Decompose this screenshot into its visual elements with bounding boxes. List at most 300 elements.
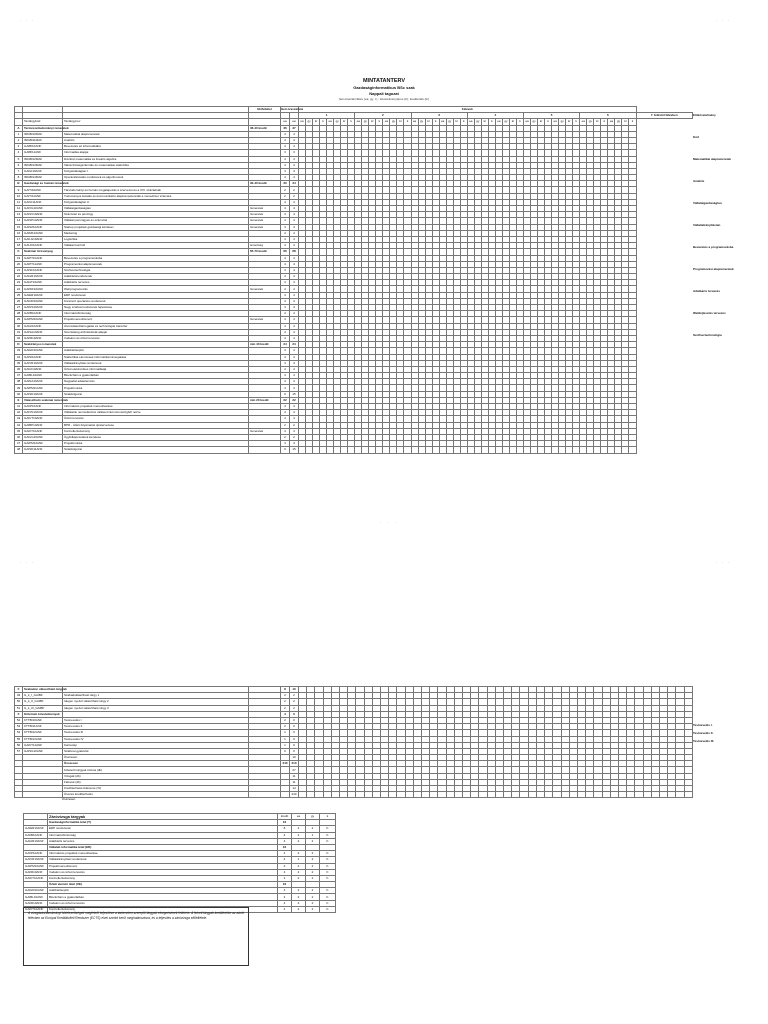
row-number: 40: [15, 391, 23, 397]
course-name: Kontrollertudomány: [48, 906, 278, 912]
course-name: Idegen nyelvű választható tárgy 3: [63, 705, 249, 711]
course-code: GAIVN10ANF: [23, 410, 63, 416]
hours-cell: 4: [281, 711, 290, 717]
note-label: Matematikai alapismeretek: [693, 157, 732, 161]
prerequisite: ismertség: [249, 243, 281, 249]
value-cell: 2: [306, 900, 320, 906]
semester-cell: [323, 792, 331, 798]
hours-cell: 4: [281, 175, 290, 181]
subheader-cell: k: [601, 119, 608, 125]
hours-cell: 4: [281, 305, 290, 311]
header-cell: ea: [281, 119, 290, 125]
course-name: Marketing: [63, 230, 249, 236]
semester-cell: [372, 792, 380, 798]
course-name: Statisztikai elemzések informatikai támogatása: [63, 354, 249, 360]
hours-cell: 37: [290, 125, 299, 131]
semester-cell: [594, 792, 602, 798]
hours-cell: 4: [281, 199, 290, 205]
semester-cell: [299, 447, 306, 453]
course-code: GAIJO10ANF: [23, 243, 63, 249]
row-number: 2: [15, 137, 23, 143]
semester-cell: [320, 447, 327, 453]
note-label: Testnevelés I.: [693, 723, 713, 727]
hours-cell: 4: [290, 274, 299, 280]
course-code: GAISZ10ANF: [23, 224, 63, 230]
semester-cell: [460, 447, 467, 453]
course-code: GAILG10ANF: [23, 236, 63, 242]
course-name: Vállalatgazdaságtan: [63, 206, 249, 212]
course-name: Szemléletig architektúrák alapjai: [63, 329, 249, 335]
prerequisite: Ismeretek: [249, 212, 281, 218]
course-name: Vállalatirányítási rendszerek: [48, 857, 278, 863]
hours-cell: 4: [290, 230, 299, 236]
hours-cell: 8: [281, 687, 290, 693]
course-name: Kreditterhelés félévente (%): [63, 786, 249, 792]
semester-cell: [422, 792, 430, 798]
value-cell: 2: [292, 875, 306, 881]
value-cell: 4: [278, 832, 292, 838]
course-name: Kontrollertudomány: [63, 428, 249, 434]
corner-mark: · · ·: [716, 560, 731, 566]
semester-cell: [299, 792, 307, 798]
course-name: Szakmai gyakorlat: [63, 748, 249, 754]
semester-cell: [327, 447, 334, 453]
note-label: Testnevelés II.: [693, 731, 714, 735]
course-code: GAIBL10ANF: [24, 894, 48, 900]
semester-cell: [502, 447, 509, 453]
header-cell: Tantárgynév: [63, 119, 249, 125]
value-cell: 4: [278, 894, 292, 900]
note-label: Analízis: [693, 179, 705, 183]
course-name: Operációkutatás módszerek és algoritmusok: [63, 175, 249, 181]
header-cell: ea: [292, 814, 306, 820]
semester-cell: [622, 447, 629, 453]
semester-cell: [552, 447, 559, 453]
table-row: [15, 792, 693, 798]
semester-cell: [545, 792, 553, 798]
row-number: 4: [15, 150, 23, 156]
semester-cell: [439, 447, 446, 453]
value-cell: 4: [278, 875, 292, 881]
hours-cell: 0: [290, 742, 299, 748]
hours-cell: 4: [281, 212, 290, 218]
subheader-cell: gy: [335, 119, 339, 124]
hours-cell: 4: [290, 379, 299, 385]
subheader-cell: kr: [453, 119, 460, 125]
value-cell: 2: [292, 888, 306, 894]
course-code: GAIIP10ANF: [23, 404, 63, 410]
hours-cell: 0: [290, 730, 299, 736]
row-number: 43: [15, 416, 23, 422]
prerequisite: Ismeretek: [249, 224, 281, 230]
semester-header: 3: [411, 113, 467, 119]
semester-cell: [340, 792, 348, 798]
value-cell: 2: [306, 863, 320, 869]
course-name: Összesen: [63, 761, 249, 767]
hours-cell: 0: [290, 717, 299, 723]
semester-cell: [504, 792, 512, 798]
hours-cell: 4: [290, 354, 299, 360]
row-number: D: [15, 342, 23, 348]
semester-cell: [615, 447, 622, 453]
row-number: 31: [15, 329, 23, 335]
subheader-cell: ea: [440, 119, 445, 124]
semester-header: 2: [355, 113, 411, 119]
subheader-cell: kr: [594, 119, 601, 125]
course-code: GAISD10ANF: [23, 391, 63, 397]
semester-cell: [651, 792, 659, 798]
header-cell: kredit: [278, 814, 292, 820]
semester-cell: [355, 447, 362, 453]
course-code: GAIAI10ANF: [23, 323, 63, 329]
semester-cell: [463, 792, 471, 798]
course-name: Összesen: [63, 755, 249, 761]
prerequisite: 36-40 kredit: [249, 125, 281, 131]
course-name: Diszkrét matematika és lineáris algebra: [63, 156, 249, 162]
course-name: Logisztika: [63, 236, 249, 242]
semester-cell: [610, 792, 618, 798]
subheader-cell: gy: [363, 119, 367, 124]
prerequisite: min 20 kredit: [249, 397, 281, 403]
value-cell: 2: [306, 888, 320, 894]
row-number: B: [15, 181, 23, 187]
hours-cell: 2: [290, 193, 299, 199]
prerequisite: Ismeretek: [249, 428, 281, 434]
course-name: Átvonulássztámogatás és technológiai transzfer: [63, 323, 249, 329]
note-label: Webfejlesztés tervezés: [693, 311, 726, 315]
course-code: GAIMK10ANF: [23, 230, 63, 236]
hours-cell: 2: [281, 434, 290, 440]
hours-cell: 4: [281, 348, 290, 354]
value-cell: 2: [292, 832, 306, 838]
subheader-cell: k: [348, 119, 355, 125]
prerequisite: min 40 kredit: [249, 342, 281, 348]
course-name: Információs projektek menedzselése: [48, 851, 278, 857]
footnote-box: A vizsgázás/tanulmányi kötelezettségek megfelelő teljesítése a tantervben szereplő tárgyak elvégzésének feltétele. A felvett tárgyak kreditértéke az adott félévben az Európai Kreditátviteli Rendszer (ECTS) elvei szerint kerül meghatározásra, és a teljesítés a záróvizsga előfeltétele.: [23, 907, 249, 966]
hours-cell: 0: [290, 724, 299, 730]
subheader-cell: ea: [581, 119, 585, 124]
prerequisite: [249, 447, 281, 453]
row-number: 47: [15, 441, 23, 447]
row-number: 36: [15, 366, 23, 372]
course-name: Szoftvertechnológia: [63, 267, 249, 273]
course-code: GAIBI11ANF: [23, 150, 63, 156]
course-code: GAIKT10ANF: [24, 906, 48, 912]
hours-cell: 4: [281, 144, 290, 150]
hours-cell: 4: [281, 317, 290, 323]
course-name: Közgazdaságtan I.: [63, 168, 249, 174]
course-code: GAIGI11ANF: [23, 199, 63, 205]
final-exam-table: [23, 813, 336, 913]
hours-cell: 4: [290, 360, 299, 366]
course-code: IMGBI11MAF: [23, 137, 63, 143]
subheader-cell: k: [460, 119, 467, 125]
hours-cell: 4: [281, 360, 290, 366]
course-code: G_k_III_GAIBF: [23, 705, 63, 711]
subheader-cell: k: [432, 119, 439, 125]
prerequisite: Ismeretek: [249, 317, 281, 323]
course-name: Tudományos kutatás és kommunikáció alapkompetenciák a menedzser számára: [63, 193, 249, 199]
semester-cell: [307, 792, 315, 798]
course-name: Bevezetés az informatikába: [63, 144, 249, 150]
semester-cell: [446, 447, 453, 453]
row-number: 19: [15, 255, 23, 261]
hours-cell: 4: [281, 373, 290, 379]
table-row: [15, 447, 693, 453]
course-name: Szabadválasztható tárgy 1: [63, 693, 249, 699]
row-number: 46: [15, 434, 23, 440]
row-number: 22: [15, 274, 23, 280]
subheader-cell: ea: [356, 119, 360, 124]
subheader-cell: gy: [419, 119, 424, 124]
hours-cell: 30: [281, 181, 290, 187]
value-cell: 2: [306, 826, 320, 832]
course-name: Testnevelés II: [63, 724, 249, 730]
value-cell: K: [320, 832, 336, 838]
hours-cell: 2: [281, 693, 290, 699]
hours-cell: 4: [281, 329, 290, 335]
hours-cell: 4: [290, 373, 299, 379]
course-name: Információbiztonság: [63, 311, 249, 317]
subheader-cell: k: [629, 119, 636, 125]
hours-cell: 4: [281, 323, 290, 329]
hours-cell: 4: [281, 224, 290, 230]
course-code: Kritérium követelmények: [23, 711, 63, 717]
row-number: 34: [15, 354, 23, 360]
row-number: 11: [15, 199, 23, 205]
course-code: GAIOR10ANF: [23, 298, 63, 304]
semester-header: 1: [299, 113, 355, 119]
semester-header: 4: [467, 113, 523, 119]
hours-cell: 1: [281, 736, 290, 742]
prerequisite: 30-40 kredit: [249, 181, 281, 187]
hours-cell: 4: [290, 329, 299, 335]
course-name: Adatbázis tervezés: [48, 838, 278, 844]
semester-cell: [488, 447, 495, 453]
value-cell: K: [320, 857, 336, 863]
course-code: GAISD11ANF: [23, 447, 63, 453]
hours-cell: 4: [281, 274, 290, 280]
row-number: 38: [15, 379, 23, 385]
row-number: 41: [15, 404, 23, 410]
header-cell: Heti óraszámok: [281, 107, 304, 112]
document-subtitle: Gazdaságinformatikus BSc szak: [353, 85, 415, 90]
semester-cell: [629, 447, 636, 453]
row-number: 16: [15, 230, 23, 236]
prerequisite: [249, 792, 281, 798]
hours-cell: 24: [290, 342, 299, 348]
course-code: [23, 792, 63, 798]
course-name: Nagyadat adatelemzés: [63, 379, 249, 385]
hours-cell: 15: [290, 447, 299, 453]
course-code: GAIIR10ANF: [24, 900, 48, 906]
course-name: Testnevelés I: [63, 717, 249, 723]
semester-cell: [587, 447, 594, 453]
right-notes-2: [693, 723, 753, 747]
course-name: Számvitel és pénzügy: [63, 212, 249, 218]
hours-cell: 4: [281, 286, 290, 292]
course-code: IMGBI13MAF: [23, 162, 63, 168]
hours-cell: 4: [281, 416, 290, 422]
semester-cell: [684, 792, 692, 798]
hours-cell: 4: [290, 335, 299, 341]
note-label: Előkövetelmény: [693, 113, 716, 117]
semester-cell: [413, 792, 421, 798]
course-code: GAIBL10ANF: [23, 373, 63, 379]
hours-cell: 2: [281, 717, 290, 723]
row-number: 54: [15, 730, 23, 736]
hours-cell: 0: [290, 736, 299, 742]
hours-cell: 4: [290, 162, 299, 168]
value-cell: 16: [278, 820, 292, 826]
value-cell: K: [320, 869, 336, 875]
hours-cell: 0: [281, 447, 290, 453]
value-cell: 1: [306, 832, 320, 838]
header-cell: Előfeltétel: [249, 107, 281, 113]
semester-cell: [509, 447, 516, 453]
row-number: 14: [15, 218, 23, 224]
row-number: 6: [15, 162, 23, 168]
semester-cell: [418, 447, 425, 453]
course-name: Szakdolgozat: [63, 447, 249, 453]
subheader-cell: kr: [509, 119, 516, 125]
hours-cell: 4: [281, 267, 290, 273]
semester-cell: [577, 792, 585, 798]
row-number: 8: [15, 175, 23, 181]
course-code: Természettudományi ismeretek: [24, 125, 69, 130]
hours-cell: 4: [281, 206, 290, 212]
hours-cell: 240: [282, 761, 288, 766]
course-name: Projektmunka: [63, 385, 249, 391]
hours-cell: 4: [290, 323, 299, 329]
course-name: Informatika alapjai: [63, 150, 249, 156]
course-code: GAISF10ANF: [23, 267, 63, 273]
row-number: 26: [15, 298, 23, 304]
course-name: Irodalom és üzleti tervezés: [48, 869, 278, 875]
semester-cell: [425, 447, 432, 453]
hours-cell: 4: [290, 243, 299, 249]
hours-cell: 4: [281, 168, 290, 174]
course-name: Projektmenedzsment: [48, 863, 278, 869]
course-code: GAIER10ANF: [24, 826, 48, 832]
value-cell: 2: [306, 906, 320, 912]
row-number: E: [15, 397, 23, 403]
hours-cell: 4: [290, 404, 299, 410]
course-code: GAIHR10ANF: [24, 888, 48, 894]
semester-cell: [397, 447, 404, 453]
hours-cell: 3: [281, 150, 290, 156]
course-name: Üzleti elektronikus informatikája: [63, 366, 249, 372]
document-mode: Nappali tagozat: [369, 91, 399, 96]
course-code: GAIUG10ANF: [23, 434, 63, 440]
course-name: Ügyfélkapcsolatok kezelése: [63, 434, 249, 440]
curriculum-table: [14, 106, 693, 454]
corner-mark: · · ·: [716, 18, 731, 24]
course-code: GAIIP10ANF: [24, 851, 48, 857]
row-number: 24: [15, 286, 23, 292]
hours-cell: 2: [290, 434, 299, 440]
course-code: GAISP10ANF: [23, 218, 63, 224]
course-code: Gazdasági és humán ismeretek: [24, 181, 69, 186]
semester-cell: [334, 447, 341, 453]
semester-cell: [474, 447, 481, 453]
hours-cell: 0: [281, 748, 290, 754]
subheader-cell: k: [376, 119, 383, 125]
hours-cell: 4: [290, 236, 299, 242]
semester-cell: [561, 792, 569, 798]
row-number: 37: [15, 373, 23, 379]
value-cell: 4: [278, 906, 292, 912]
semester-cell: [531, 447, 538, 453]
hours-cell: 0: [281, 391, 290, 397]
subheader-cell: ea: [384, 119, 389, 124]
subheader-cell: ea: [328, 119, 332, 124]
course-code: KTTBI10ANF: [23, 717, 63, 723]
subheader-cell: k: [488, 119, 495, 125]
hours-cell: 27: [290, 767, 299, 773]
hours-cell: 2: [290, 693, 299, 699]
row-number: F: [15, 687, 23, 693]
value-cell: 2: [306, 857, 320, 863]
hours-cell: 4: [281, 243, 290, 249]
hours-cell: 0: [290, 748, 299, 754]
hours-cell: 210: [291, 761, 297, 766]
course-name: Üzleti tervezés: [63, 416, 249, 422]
semester-cell: [397, 792, 405, 798]
hours-cell: 4: [290, 298, 299, 304]
subheader-cell: k: [516, 119, 523, 125]
semester-cell: [528, 792, 536, 798]
semester-cell: [566, 447, 573, 453]
subheader-cell: k: [573, 119, 580, 125]
note-label: Bevezetés a programozásba: [693, 245, 734, 249]
course-name: Irodalom és üzleti tervezés: [63, 335, 249, 341]
hours-cell: 4: [290, 168, 299, 174]
hours-cell: 2: [281, 187, 290, 193]
hours-cell: 4: [281, 335, 290, 341]
row-number: 21: [15, 267, 23, 273]
subheader-cell: kr: [397, 119, 404, 125]
hours-cell: 2: [290, 705, 299, 711]
value-cell: 1: [292, 857, 306, 863]
value-cell: 2: [292, 900, 306, 906]
row-number: 15: [15, 224, 23, 230]
course-code: GAIAT10ANF: [23, 280, 63, 286]
row-number: 50: [15, 699, 23, 705]
course-name: Webprogramozás: [63, 286, 249, 292]
course-code: GAITI11ANF: [23, 193, 63, 199]
row-number: 30: [15, 323, 23, 329]
row-number: 27: [15, 305, 23, 311]
course-name: Projektmunka: [63, 441, 249, 447]
elective-table: [14, 686, 693, 798]
final-exam-title: Záróvizsga tárgyak: [48, 814, 278, 820]
hours-cell: 4: [290, 348, 299, 354]
value-cell: 2: [292, 851, 306, 857]
value-cell: K: [320, 894, 336, 900]
hours-cell: 4: [290, 317, 299, 323]
hours-cell: 11: [290, 779, 299, 785]
course-name: Bevezetés a programozásba: [63, 255, 249, 261]
semester-cell: [453, 447, 460, 453]
row-number: 56: [15, 742, 23, 748]
row-number: 13: [15, 212, 23, 218]
subheader-cell: gy: [504, 119, 508, 124]
note-label: Szoftvertechnológia: [693, 333, 722, 337]
semester-cell: [586, 792, 594, 798]
hours-cell: 36: [281, 125, 290, 131]
course-code: GAIVG10ANF: [23, 206, 63, 212]
